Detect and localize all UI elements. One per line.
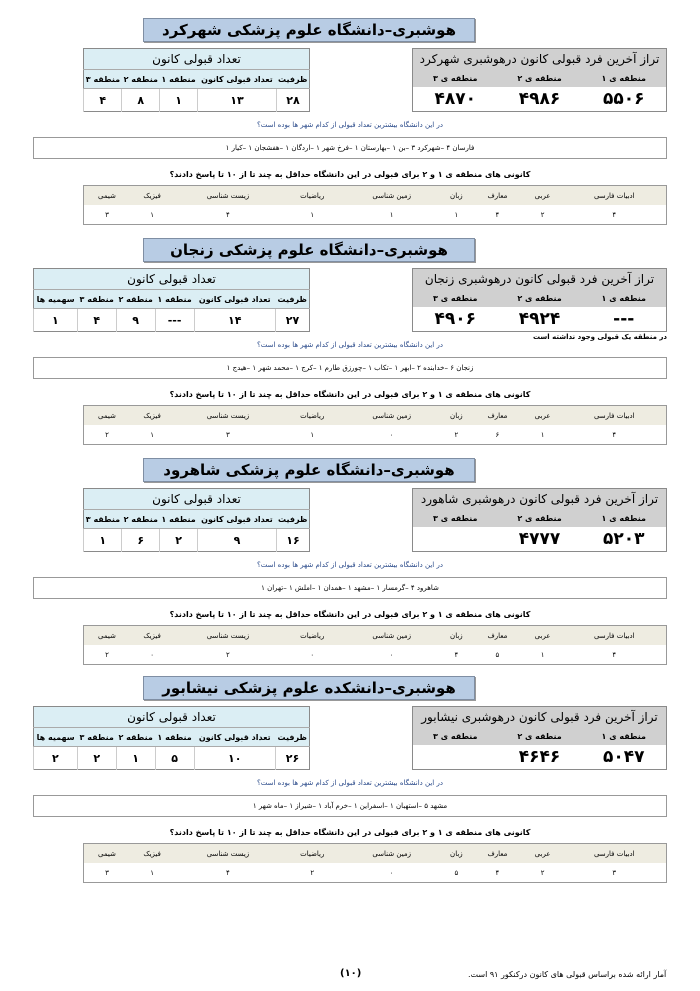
column-header: منطقه ۱ — [160, 510, 198, 529]
table-cell: ۴ — [226, 210, 230, 219]
column-header: سهمیه ها — [34, 728, 78, 747]
acceptance-count-table — [33, 268, 310, 332]
column-header: ظرفیت — [276, 510, 309, 529]
subject-header: زبان — [440, 626, 472, 646]
column-header: منطقه ی ۳ — [413, 69, 498, 87]
table-cell: ۱ — [34, 309, 78, 332]
column-header: منطقه ی ۳ — [413, 727, 498, 745]
column-header: منطقه ی ۱ — [582, 289, 667, 307]
table-cell: ۹ — [116, 309, 155, 332]
table-cell — [413, 527, 498, 552]
last-rank-table — [412, 268, 667, 332]
table-cell: ۴۸۷۰ — [434, 89, 477, 109]
column-header: منطقه ی ۱ — [582, 727, 667, 745]
subject-header: ادبیات فارسی — [563, 186, 667, 206]
table-cell: ۲۶ — [275, 747, 309, 770]
last-rank-table — [412, 706, 667, 770]
column-header: منطقه ۲ — [122, 70, 160, 89]
table-cell: ۲ — [105, 650, 109, 659]
page-number: (۱۰) — [340, 968, 362, 979]
table-cell: ۰ — [389, 868, 394, 877]
column-header-row — [84, 626, 667, 646]
table-cell: ۴ — [77, 309, 116, 332]
table-cell: ۳ — [226, 430, 230, 439]
table-cell: ۳ — [612, 868, 617, 877]
university-section — [0, 238, 700, 458]
subject-header: شیمی — [84, 406, 130, 426]
table-cell: ۴ — [495, 210, 500, 219]
subject-header: ریاضیات — [282, 406, 343, 426]
subject-scores-table — [83, 405, 667, 445]
table-header: تعداد قبولی کانون — [34, 269, 310, 290]
subject-header: زیست شناسی — [174, 406, 281, 426]
table-cell: ۲ — [540, 868, 545, 877]
university-section — [0, 676, 700, 896]
table-cell: ۰ — [389, 430, 394, 439]
subject-header: فیزیک — [130, 626, 174, 646]
subject-header: فیزیک — [130, 844, 174, 864]
column-header-row — [413, 727, 667, 745]
table-cell: ۱ — [310, 210, 315, 219]
table-cell: ۱ — [150, 868, 154, 877]
table-header-row — [84, 489, 310, 510]
table-cell: ۱ — [160, 89, 198, 112]
table-cell: ۲ — [226, 650, 230, 659]
table-cell: ۲ — [77, 747, 116, 770]
subject-header: شیمی — [84, 626, 130, 646]
subject-header: معارف — [472, 626, 522, 646]
column-header-row — [413, 289, 667, 307]
column-header: منطقه ۱ — [160, 70, 198, 89]
table-cell — [413, 745, 498, 770]
table-cell: --- — [613, 309, 635, 329]
column-header: منطقه ی ۲ — [498, 289, 582, 307]
table-cell: ۱ — [389, 210, 394, 219]
subject-header: ادبیات فارسی — [563, 844, 667, 864]
table-header: تراز آخرین فرد قبولی کانون درهوشبری شهرکرد — [413, 49, 667, 70]
question-cities: در این دانشگاه بیشترین تعداد قبولی از کدام شهر ها بوده است؟ — [257, 779, 443, 787]
section-title: هوشبری–دانشگاه علوم پزشکی شاهرود — [143, 458, 475, 482]
table-row — [34, 747, 310, 770]
table-cell: ۱ — [540, 650, 545, 659]
table-cell: ۴ — [454, 650, 459, 659]
subject-header: شیمی — [84, 186, 130, 206]
table-row — [413, 527, 667, 552]
cities-list: مشهد ۵ –استهبان ۱ –اسفراین ۱ –خرم آباد ۱ –شیراز ۱ –ماه شهر ۱ — [33, 795, 667, 817]
subject-header: عربی — [523, 406, 563, 426]
column-header: منطقه ۱ — [155, 728, 194, 747]
subject-scores-table — [83, 185, 667, 225]
table-row — [84, 863, 667, 883]
table-cell: ۴۷۷۷ — [518, 529, 561, 549]
subject-header: فیزیک — [130, 406, 174, 426]
section-title: هوشبری–دانشگاه علوم پزشکی زنجان — [143, 238, 475, 262]
table-cell: ۵۰۴۷ — [603, 747, 645, 767]
column-header: منطقه ی ۳ — [413, 509, 498, 527]
table-cell: ۴۹۰۶ — [434, 309, 477, 329]
column-header: منطقه ۲ — [116, 728, 155, 747]
table-cell: ۰ — [150, 650, 154, 659]
subject-header: معارف — [472, 844, 522, 864]
subject-header: زبان — [440, 406, 472, 426]
table-header-row — [413, 269, 667, 290]
subject-header: عربی — [523, 844, 563, 864]
cities-list: زنجان ۶ –خدابنده ۲ –ابهر ۱ –تکاب ۱ –چورزق طارم ۱ –کرج ۱ –محمد شهر ۱ –هیدج ۱ — [33, 357, 667, 379]
column-header: ظرفیت — [275, 290, 309, 309]
column-header-row — [413, 69, 667, 87]
subject-header: زمین شناسی — [343, 406, 441, 426]
table-cell: ۵ — [454, 868, 459, 877]
table-header-row — [84, 49, 310, 70]
table-header: تراز آخرین فرد قبولی کانون درهوشبری شاهورد — [413, 489, 667, 510]
table-header-row — [34, 269, 310, 290]
table-cell: ۱ — [540, 430, 545, 439]
subject-header: زبان — [440, 844, 472, 864]
column-header-row — [84, 186, 667, 206]
footer-note: آمار ارائه شده براساس قبولی های کانون درکنکور ۹۱ است. — [468, 970, 667, 979]
table-cell: ۳ — [105, 868, 109, 877]
subject-header: زیست شناسی — [174, 186, 281, 206]
table-header-row — [413, 489, 667, 510]
column-header: تعداد قبولی کانون — [197, 70, 276, 89]
subject-header: زمین شناسی — [343, 626, 441, 646]
table-cell: ۱۶ — [276, 529, 309, 552]
table-cell: ۲ — [310, 868, 315, 877]
question-min-answers: کانونی های منطقه ی ۱ و ۲ برای قبولی در این دانشگاه حداقل به چند تا از ۱۰ تا پاسخ دادند؟ — [169, 170, 531, 179]
question-min-answers: کانونی های منطقه ی ۱ و ۲ برای قبولی در این دانشگاه حداقل به چند تا از ۱۰ تا پاسخ دادند؟ — [169, 390, 531, 399]
table-row — [413, 307, 667, 332]
subject-scores-table — [83, 625, 667, 665]
table-row — [84, 89, 310, 112]
table-row — [84, 205, 667, 225]
subject-scores-table — [83, 843, 667, 883]
table-cell: ۸ — [122, 89, 160, 112]
column-header: منطقه ی ۱ — [582, 69, 667, 87]
table-header-row — [413, 707, 667, 728]
column-header: منطقه ۲ — [122, 510, 160, 529]
table-header-row — [413, 49, 667, 70]
table-cell: ۴ — [612, 210, 617, 219]
subject-header: عربی — [523, 626, 563, 646]
column-header: منطقه ۳ — [84, 70, 122, 89]
university-section — [0, 18, 700, 238]
column-header: سهمیه ها — [34, 290, 78, 309]
table-row — [413, 745, 667, 770]
column-header: منطقه ۳ — [84, 510, 122, 529]
subject-header: ادبیات فارسی — [563, 406, 667, 426]
subject-header: ریاضیات — [282, 626, 343, 646]
table-cell: ۱ — [150, 430, 154, 439]
table-cell: ۱۴ — [194, 309, 275, 332]
column-header: ظرفیت — [275, 728, 309, 747]
subject-header: ادبیات فارسی — [563, 626, 667, 646]
table-cell: ۱ — [116, 747, 155, 770]
table-cell: ۴ — [226, 868, 230, 877]
table-header: تعداد قبولی کانون — [84, 49, 310, 70]
table-header: تراز آخرین فرد قبولی کانون درهوشبری نیشابور — [413, 707, 667, 728]
column-header: منطقه ی ۲ — [498, 69, 582, 87]
column-header: منطقه ۲ — [116, 290, 155, 309]
subject-header: زیست شناسی — [174, 626, 281, 646]
question-cities: در این دانشگاه بیشترین تعداد قبولی از کدام شهر ها بوده است؟ — [257, 341, 443, 349]
table-cell: ۴ — [84, 89, 122, 112]
column-header: منطقه ی ۱ — [582, 509, 667, 527]
last-rank-table — [412, 48, 667, 112]
table-cell: ۲۷ — [275, 309, 309, 332]
subject-header: زبان — [440, 186, 472, 206]
table-cell: ۴ — [612, 650, 617, 659]
subject-header: شیمی — [84, 844, 130, 864]
table-cell: ۴۶۴۶ — [518, 747, 561, 767]
table-cell: ۹ — [197, 529, 276, 552]
column-header: تعداد قبولی کانون — [194, 290, 275, 309]
table-cell: ۱ — [310, 430, 315, 439]
subject-header: عربی — [523, 186, 563, 206]
cities-list: فارسان ۴ –شهرکرد ۳ –بن ۱ –بهارستان ۱ –فرخ شهر ۱ –اردگان ۱ –هفشجان ۱ –کیار ۱ — [33, 137, 667, 159]
column-header-row — [84, 70, 310, 89]
table-header-row — [34, 707, 310, 728]
university-section — [0, 458, 700, 678]
table-cell: ۴۹۲۴ — [518, 309, 561, 329]
table-cell: ۴ — [612, 430, 617, 439]
table-cell: ۵ — [155, 747, 194, 770]
question-min-answers: کانونی های منطقه ی ۱ و ۲ برای قبولی در این دانشگاه حداقل به چند تا از ۱۰ تا پاسخ دادند؟ — [169, 828, 531, 837]
column-header: ظرفیت — [276, 70, 309, 89]
table-cell: ۱ — [454, 210, 459, 219]
column-header: منطقه ی ۲ — [498, 509, 582, 527]
acceptance-count-table — [83, 488, 310, 552]
table-header: تراز آخرین فرد قبولی کانون درهوشبری زنجان — [413, 269, 667, 290]
column-header: تعداد قبولی کانون — [197, 510, 276, 529]
column-header-row — [84, 844, 667, 864]
subject-header: زیست شناسی — [174, 844, 281, 864]
subject-header: ریاضیات — [282, 186, 343, 206]
table-cell: ۲ — [454, 430, 459, 439]
subject-header: معارف — [472, 186, 522, 206]
column-header-row — [84, 510, 310, 529]
table-cell: ۵۵۰۶ — [603, 89, 645, 109]
column-header-row — [34, 290, 310, 309]
table-cell: ۲۸ — [276, 89, 309, 112]
table-header: تعداد قبولی کانون — [84, 489, 310, 510]
table-cell: ۵۲۰۳ — [603, 529, 645, 549]
table-row — [84, 425, 667, 445]
table-cell: ۲ — [160, 529, 198, 552]
question-cities: در این دانشگاه بیشترین تعداد قبولی از کدام شهر ها بوده است؟ — [257, 121, 443, 129]
last-rank-table — [412, 488, 667, 552]
table-cell: ۰ — [389, 650, 394, 659]
table-row — [84, 645, 667, 665]
table-cell: ۲ — [540, 210, 545, 219]
subject-header: ریاضیات — [282, 844, 343, 864]
column-header: منطقه ی ۳ — [413, 289, 498, 307]
table-cell: ۱ — [84, 529, 122, 552]
footnote: در منطقه یک قبولی وجود نداشته است — [532, 333, 667, 341]
column-header: منطقه ۳ — [77, 290, 116, 309]
table-cell: ۲ — [34, 747, 78, 770]
column-header: منطقه ۱ — [155, 290, 194, 309]
acceptance-count-table — [33, 706, 310, 770]
column-header-row — [413, 509, 667, 527]
table-cell: ۴ — [495, 868, 500, 877]
question-cities: در این دانشگاه بیشترین تعداد قبولی از کدام شهر ها بوده است؟ — [257, 561, 443, 569]
subject-header: فیزیک — [130, 186, 174, 206]
column-header: منطقه ی ۲ — [498, 727, 582, 745]
table-cell: ۳ — [105, 210, 109, 219]
table-cell: ۲ — [105, 430, 109, 439]
table-row — [413, 87, 667, 112]
subject-header: زمین شناسی — [343, 186, 441, 206]
table-row — [84, 529, 310, 552]
table-cell: ۰ — [310, 650, 315, 659]
table-cell: --- — [155, 309, 194, 332]
column-header: منطقه ۳ — [77, 728, 116, 747]
column-header: تعداد قبولی کانون — [194, 728, 275, 747]
column-header-row — [84, 406, 667, 426]
section-title: هوشبری–دانشگاه علوم پزشکی شهرکرد — [143, 18, 475, 42]
subject-header: معارف — [472, 406, 522, 426]
cities-list: شاهرود ۴ –گرمسار ۱ –مشهد ۱ –همدان ۱ –املش ۱ –تهران ۱ — [33, 577, 667, 599]
table-cell: ۶ — [122, 529, 160, 552]
table-cell: ۶ — [495, 430, 500, 439]
table-cell: ۴۹۸۶ — [518, 89, 561, 109]
table-header: تعداد قبولی کانون — [34, 707, 310, 728]
table-cell: ۱۳ — [197, 89, 276, 112]
table-cell: ۵ — [495, 650, 500, 659]
section-title: هوشبری–دانشکده علوم پزشکی نیشابور — [143, 676, 475, 700]
column-header-row — [34, 728, 310, 747]
question-min-answers: کانونی های منطقه ی ۱ و ۲ برای قبولی در این دانشگاه حداقل به چند تا از ۱۰ تا پاسخ دادند؟ — [169, 610, 531, 619]
table-cell: ۱ — [150, 210, 154, 219]
acceptance-count-table — [83, 48, 310, 112]
subject-header: زمین شناسی — [343, 844, 441, 864]
table-cell: ۱۰ — [194, 747, 275, 770]
table-row — [34, 309, 310, 332]
